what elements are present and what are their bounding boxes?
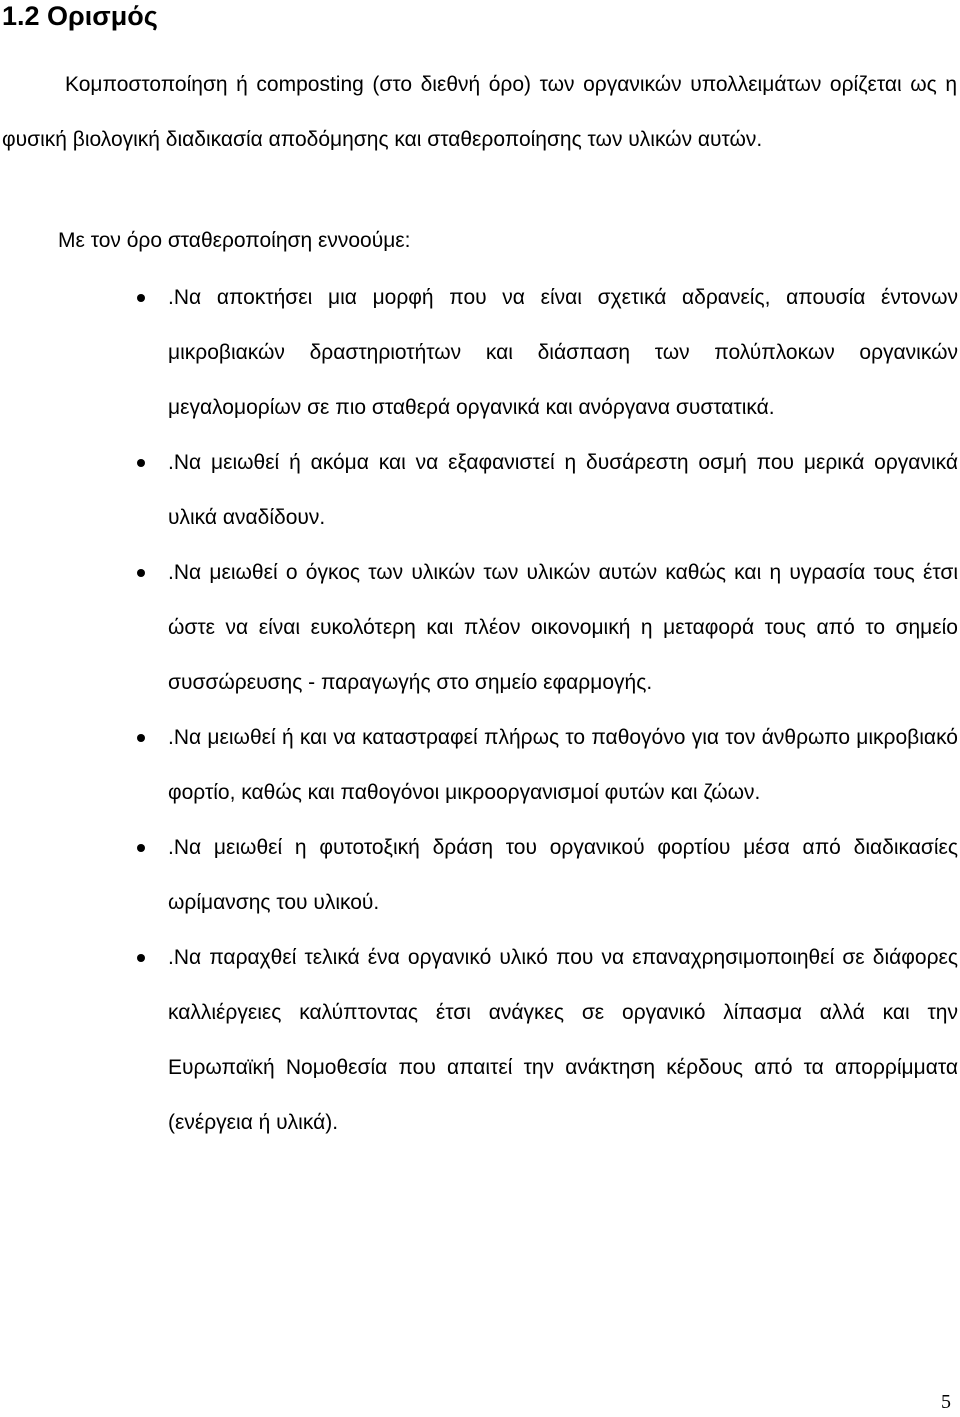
bullet-text: .Να αποκτήσει μια μορφή που να είναι σχετικά αδρανείς, απουσία έντονων μικροβιακών δραστηριοτήτων και διάσπαση των πολύπλοκων οργανικών μεγαλομορίων σε πιο σταθερά οργανικά και ανόργανα συστατικά. [168,286,958,419]
bullet-dot-icon [137,954,145,962]
bullet-item [168,270,958,435]
page-number: 5 [941,1391,951,1413]
bullet-item [168,710,958,820]
bullet-text: .Να παραχθεί τελικά ένα οργανικό υλικό που να επαναχρησιμοποιηθεί σε διάφορες καλλιέργειες καλύπτοντας έτσι ανάγκες σε οργανικό λίπασμα αλλά και την Ευρωπαϊκή Νομοθεσία που απαιτεί την ανάκτηση κέρδους από τα απορρίμματα (ενέργεια ή υλικά). [168,946,958,1134]
section-heading: 1.2 Ορισμός [2,1,158,31]
bullet-item [168,930,958,1150]
bullet-text: .Να μειωθεί ή ακόμα και να εξαφανιστεί η δυσάρεστη οσμή που μερικά οργανικά υλικά αναδίδουν. [168,451,958,529]
lead-sentence: Με τον όρο σταθεροποίηση εννοούμε: [58,229,411,252]
bullet-item [168,435,958,545]
bullet-text: .Να μειωθεί ο όγκος των υλικών των υλικών αυτών καθώς και η υγρασία τους έτσι ώστε να είναι ευκολότερη και πλέον οικονομική η μεταφορά τους από το σημείο συσσώρευσης - παραγωγής στο σημείο εφαρμογής. [168,561,958,694]
bullet-text: .Να μειωθεί ή και να καταστραφεί πλήρως το παθογόνο για τον άνθρωπο μικροβιακό φορτίο, καθώς και παθογόνοι μικροοργανισμοί φυτών και ζώων. [168,726,958,804]
bullet-dot-icon [137,294,145,302]
bullet-dot-icon [137,459,145,467]
definition-bullet-list [0,270,960,1150]
bullet-item [168,820,958,930]
bullet-dot-icon [137,844,145,852]
bullet-dot-icon [137,569,145,577]
bullet-item [168,545,958,710]
bullet-text: .Να μειωθεί η φυτοτοξική δράση του οργανικού φορτίου μέσα από διαδικασίες ωρίμανσης του υλικού. [168,836,958,914]
intro-paragraph: Κομποστοποίηση ή composting (στο διεθνή όρο) των οργανικών υπολλειμάτων ορίζεται ως η φυσική βιολογική διαδικασία αποδόμησης και σταθεροποίησης των υλικών αυτών. [2,73,957,151]
bullet-dot-icon [137,734,145,742]
